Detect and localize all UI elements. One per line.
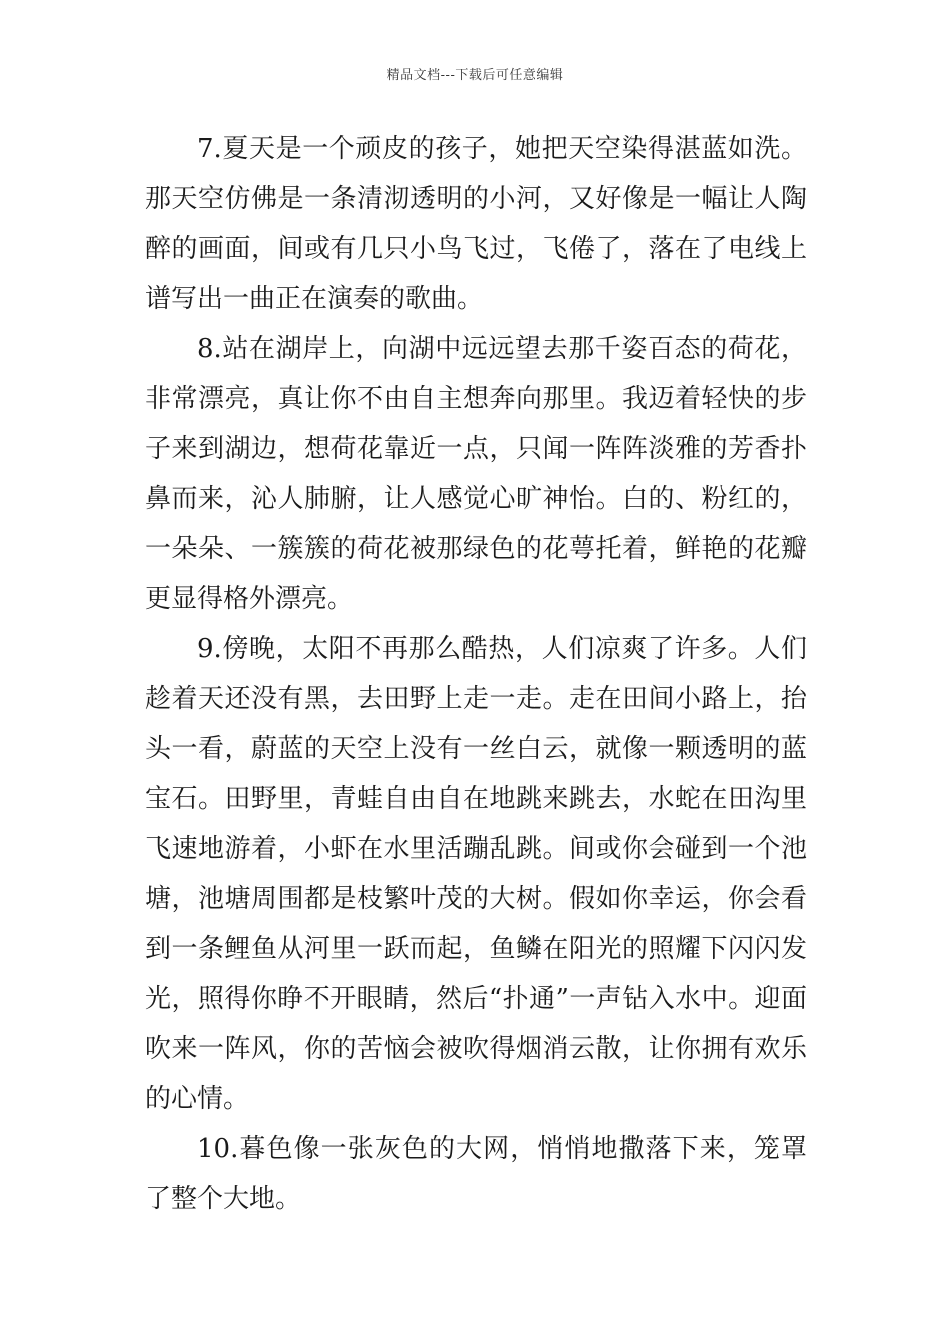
paragraph-8: 8.站在湖岸上，向湖中远远望去那千姿百态的荷花，非常漂亮，真让你不由自主想奔向那里。我迈着轻快的步子来到湖边，想荷花靠近一点，只闻一阵阵淡雅的芳香扑鼻而来，沁人肺腑，让人感觉心旷神怡。白的、粉红的，一朵朵、一簇簇的荷花被那绿色的花萼托着，鲜艳的花瓣更显得格外漂亮。 (145, 334, 807, 614)
paragraph-9: 9.傍晚，太阳不再那么酷热，人们凉爽了许多。人们趁着天还没有黑，去田野上走一走。走在田间小路上，抬头一看，蔚蓝的天空上没有一丝白云，就像一颗透明的蓝宝石。田野里，青蛙自由自在地跳来跳去，水蛇在田沟里飞速地游着，小虾在水里活蹦乱跳。间或你会碰到一个池塘，池塘周围都是枝繁叶茂的大树。假如你幸运，你会看到一条鲤鱼从河里一跃而起，鱼鳞在阳光的照耀下闪闪发光，照得你睁不开眼睛，然后“扑通”一声钻入水中。迎面吹来一阵风，你的苦恼会被吹得烟消云散，让你拥有欢乐的心情。 (145, 634, 807, 1114)
paragraph-7: 7.夏天是一个顽皮的孩子，她把天空染得湛蓝如洗。那天空仿佛是一条清沏透明的小河，又好像是一幅让人陶醉的画面，间或有几只小鸟飞过，飞倦了，落在了电线上谱写出一曲正在演奏的歌曲。 (145, 134, 807, 314)
document-body (145, 124, 807, 1224)
paragraph-10: 10.暮色像一张灰色的大网，悄悄地撒落下来，笼罩了整个大地。 (145, 1134, 807, 1214)
page-header: 精品文档---下载后可任意编辑 (386, 68, 564, 83)
